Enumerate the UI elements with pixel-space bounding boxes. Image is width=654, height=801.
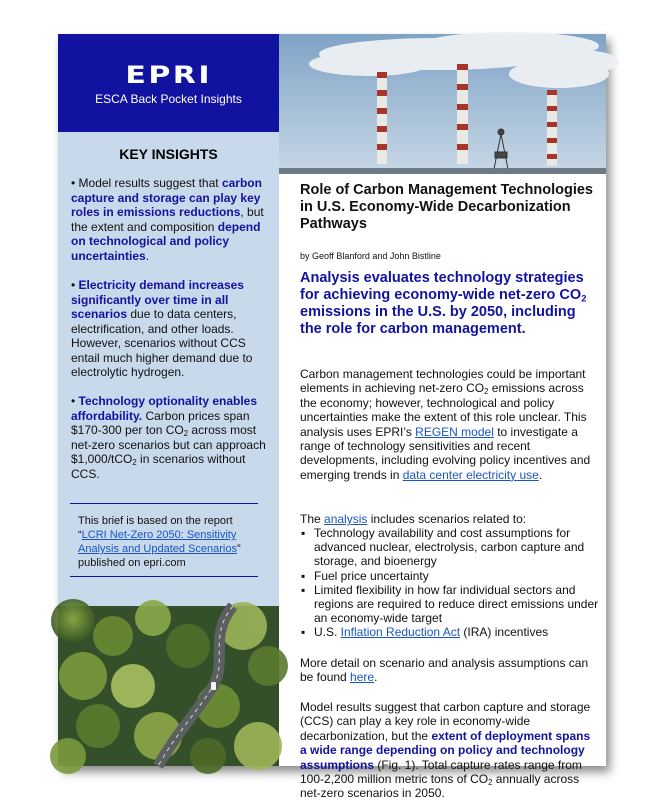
scenario-list — [300, 526, 600, 640]
article-authors: by Geoff Blanford and John Bistline — [300, 251, 441, 261]
sidebar — [58, 34, 279, 766]
article-title: Role of Carbon Management Technologies in U.S. Economy-Wide Decarbonization Pathways — [300, 182, 593, 232]
list-item: ▪ Limited flexibility in how far individual sectors and regions are required to reduce direct emissions under an economy-wide target — [300, 583, 600, 626]
analysis-link[interactable]: analysis — [324, 512, 368, 526]
ira-link[interactable]: Inflation Reduction Act — [340, 625, 461, 640]
brand-subtitle: ESCA Back Pocket Insights — [95, 92, 242, 106]
regen-model-link[interactable]: REGEN model — [415, 424, 494, 439]
report-link[interactable]: LCRI Net-Zero 2050: Sensitivity Analysis and Updated Scenarios — [78, 529, 237, 555]
divider-top — [70, 503, 258, 504]
here-link[interactable]: here — [350, 670, 375, 685]
source-brief: This brief is based on the report “LCRI Net-Zero 2050: Sensitivity Analysis and Updated Scenarios” published on epri.com — [78, 515, 241, 569]
paragraph-3: More detail on scenario and analysis assumptions can be found here. — [300, 656, 589, 685]
paragraph-2: The analysis includes scenarios related to: — [300, 512, 527, 526]
list-item: ▪ U.S. Inflation Reduction Act (IRA) incentives — [300, 625, 600, 639]
article-lead: Analysis evaluates technology strategies for achieving economy-wide net-zero $CO_2$ emissions in the U.S. by 2050, including the role for carbon management. — [300, 270, 587, 337]
forest-road-aerial-photo — [58, 606, 279, 766]
list-item: ▪ Fuel price uncertainty — [300, 569, 600, 583]
data-center-link[interactable]: data center electricity use — [402, 467, 539, 482]
key-insight-3: • Technology optionality enables affordability. Carbon prices span $170-300 per ton $CO_2$ across most net-zero scenarios but can approach $1,000/tCO$_2$ in scenarios without CCS. — [71, 394, 266, 481]
paragraph-1: Carbon management technologies could be important elements in achieving net-zero $CO_2$ emissions across the economy; however, technological and policy uncertainties make the extent of this role unclear. This analysis uses EPRI’s REGEN model to investigate a range of technology sensitivities and recent developments, including evolving policy incentives and emerging trends in data center electricity use. — [300, 367, 591, 482]
key-insight-2: • Electricity demand increases significantly over time in all scenarios due to data centers, electrification, and other loads. However, scenarios without CCS entail much higher demand due to electrolytic hydrogen. — [71, 278, 253, 379]
key-insights-title: KEY INSIGHTS — [119, 146, 218, 162]
divider-bottom — [70, 576, 258, 577]
epri-logo: EPRI — [125, 61, 212, 89]
brand-header — [58, 34, 279, 132]
smokestacks-photo — [279, 34, 606, 174]
document-page — [58, 34, 606, 801]
list-item: ▪ Technology availability and cost assumptions for advanced nuclear, electrolysis, carbon capture and storage, and bioenergy — [300, 526, 600, 569]
key-insight-1: • Model results suggest that carbon capture and storage can play key roles in emissions reductions, but the extent and composition depend on technological and policy uncertainties. — [71, 176, 264, 263]
paragraph-4: Model results suggest that carbon capture and storage (CCS) can play a key role in economy-wide decarbonization, but the extent of deployment spans a wide range depending on policy and technology assumptions (Fig. 1). Total capture rates range from 100-2,200 million metric tons of $CO_2$ annually across net-zero scenarios in 2050. — [300, 700, 591, 801]
